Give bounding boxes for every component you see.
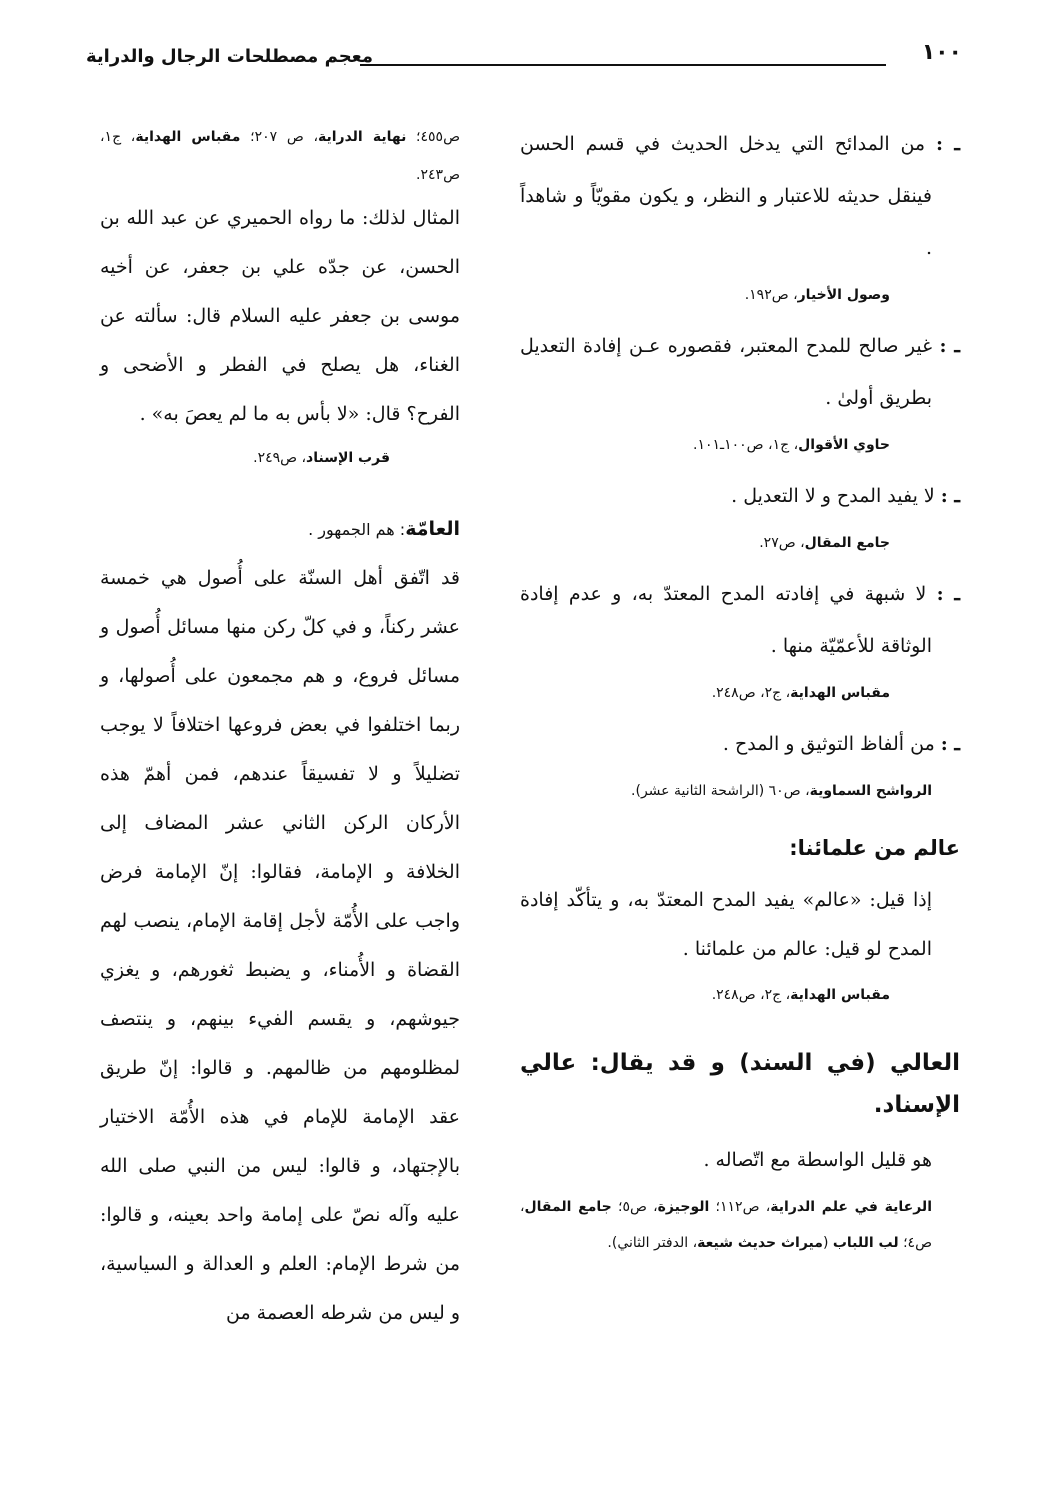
entry-3: ـ : لا يفيد المدح و لا التعديل . xyxy=(731,485,960,507)
spacer xyxy=(100,477,460,505)
header-rule xyxy=(360,64,886,66)
entry-1-source: وصول الأخيار، ص١٩٢. xyxy=(744,287,890,303)
page-number: ١٠٠ xyxy=(921,40,962,65)
book-title: معجم مصطلحات الرجال والدراية xyxy=(86,46,373,67)
entry-3-source: جامع المقال، ص٢٧. xyxy=(759,535,890,551)
heading-alim-min-ulamaina: عالم من علمائنا: xyxy=(789,836,960,860)
entry-4: ـ : لا شبهة في إفادته المدح المعتدّ به، و عدم إفادة الوثاقة للأعمّيّة منها . xyxy=(520,583,960,657)
amma-body: قد اتّفق أهل السنّة على أُصول هي خمسة عشر ركناً، و في كلّ ركن منها مسائل أُصول و مسائل فروع، و هم مجمعون على أُصولها، و ربما اختلفوا في بعض فروعها اختلافاً لا يوجب تضليلاً و لا تفسيقاً عندهم، فمن أهمّ هذه الأركان الركن الثاني عشر المضاف إلى الخلافة و الإمامة، فقالوا: إنّ الإمامة فرض واجب على الأُمّة لأجل إقامة الإمام، ينصب لهم القضاة و الأُمناء، و يضبط ثغورهم، و يغزي جيوشهم، و يقسم الفيء بينهم، و ينتصف لمظلومهم من ظالمهم. و قالوا: إنّ طريق عقد الإمامة للإمام في هذه الأُمّة الاختيار بالإجتهاد، و قالوا: ليس من النبي صلى الله عليه وآله نصّ على إمامة واحد بعينه، و قالوا: من شرط الإمام: العلم و العدالة و السياسية، و ليس من شرطه العصمة من xyxy=(100,567,460,1324)
entry-2: ـ : غير صالح للمدح المعتبر، فقصوره عـن إفادة التعديل بطريق أولىٰ . xyxy=(520,335,960,409)
entry-5: ـ : من ألفاظ التوثيق و المدح . xyxy=(722,733,960,755)
al-ali-sources: الرعاية في علم الدراية، ص١١٢؛ الوجيزة، ص٥؛ جامع المقال، ص٤؛ لب اللباب (ميراث حديث شيعة، الدفتر الثاني). xyxy=(520,1199,932,1251)
example-paragraph: المثال لذلك: ما رواه الحميري عن عبد الله بن الحسن، عن جدّه علي بن جعفر، عن أخيه موسى بن جعفر عليه السلام قال: سألته عن الغناء، هل يصلح في الفطر و الأضحى و الفرح؟ قال: «لا بأس به ما لم يعصَ به» . xyxy=(100,207,460,425)
entry-2-source: حاوي الأقوال، ج١، ص١٠٠ـ١٠١. xyxy=(692,437,890,453)
example-source: قرب الإسناد، ص٢٤٩. xyxy=(253,450,390,466)
entry-1: ـ : من المدائح التي يدخل الحديث في قسم الحسن فينقل حديثه للاعتبار و النظر، و يكون مقويّاً و شاهداً . xyxy=(520,133,960,259)
continued-source: ص٤٥٥؛ نهاية الدراية، ص ٢٠٧؛ مقباس الهداية، ج١، ص٢٤٣. xyxy=(100,129,461,183)
alim-definition: إذا قيل: «عالم» يفيد المدح المعتدّ به، و يتأكّد إفادة المدح لو قيل: عالم من علمائنا . xyxy=(520,889,932,960)
heading-al-ali: العالي (في السند) و قد يقال: عالي الإسناد. xyxy=(520,1050,960,1118)
entry-5-source: الرواشح السماوية، ص٦٠ (الراشحة الثانية عشر). xyxy=(631,783,932,799)
lemma-amma: العامّة: هم الجمهور . xyxy=(308,518,460,540)
al-ali-definition: هو قليل الواسطة مع اتّصاله . xyxy=(703,1149,932,1171)
right-column xyxy=(520,118,960,1269)
left-column xyxy=(100,118,460,1338)
alim-source: مقباس الهداية، ج٢، ص٢٤٨. xyxy=(711,987,890,1003)
entry-4-source: مقباس الهداية، ج٢، ص٢٤٨. xyxy=(711,685,890,701)
